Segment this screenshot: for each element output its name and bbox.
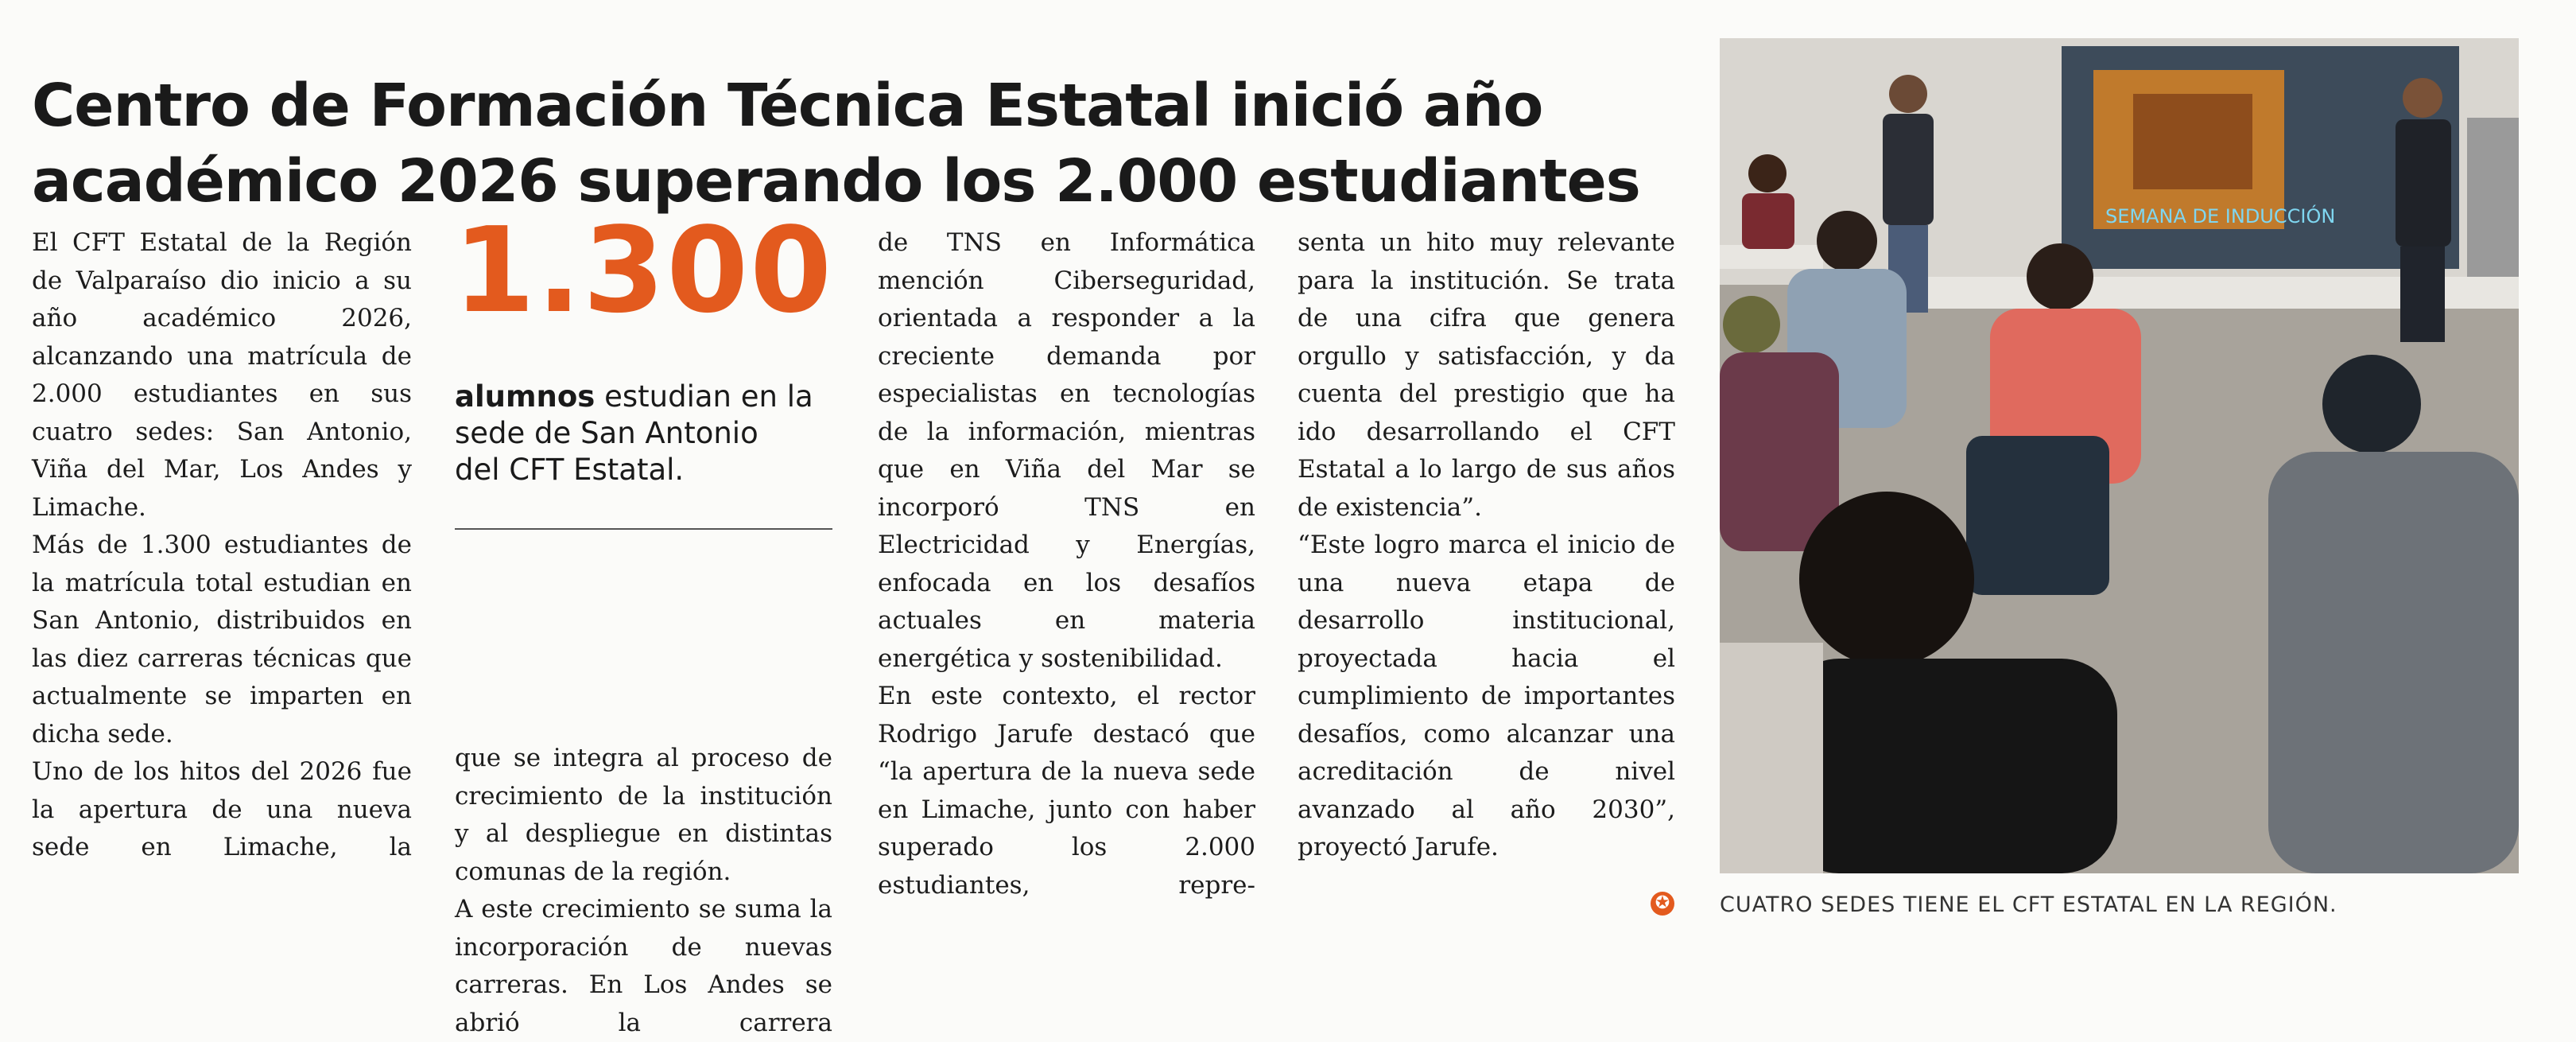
paragraph: “Este logro marca el inicio de una nueva etapa de desarrollo institucional, proyectada hacia el cumplimiento de importantes desafíos, como alcanzar una acreditación de nivel avanzado al año 2030”, proyectó Jarufe. <box>1298 531 1675 861</box>
paragraph: que se integra al proceso de crecimiento de la institución y al despliegue en distintas comunas de la región. <box>455 744 832 886</box>
paragraph: En este contexto, el rector Rodrigo Jarufe destacó que “la apertura de la nueva sede en Limache, junto con haber superado los 2.000 estudiantes, repre- <box>878 682 1255 900</box>
highlight-line-3: del CFT Estatal. <box>455 453 685 487</box>
paragraph: A este crecimiento se suma la incorporación de nuevas carreras. En Los Andes se abrió la carrera <box>455 895 832 1037</box>
highlight-line-2: sede de San Antonio <box>455 416 758 450</box>
headline-line-1: Centro de Formación Técnica Estatal inició año <box>32 71 1543 140</box>
paragraph: de TNS en Informática mención Ciberseguridad, orientada a responder a la creciente demanda por especialistas en tecnologías de la información, mientras que en Viña del Mar se incorporó TNS en Electricidad y Energías, enfocada en los desafíos actuales en materia energética y sostenibilidad. <box>878 228 1255 673</box>
article-photo <box>1720 38 2519 873</box>
text-column-2 <box>455 740 832 1042</box>
highlight-line-1: estudian en la <box>595 379 813 414</box>
headline <box>32 68 1686 220</box>
divider <box>455 528 832 530</box>
highlight-bold-word: alumnos <box>455 379 596 414</box>
highlight-number: 1.300 <box>453 202 834 339</box>
projector-text: SEMANA DE INDUCCIÓN <box>2105 205 2336 227</box>
text-column-4 <box>1298 224 1675 867</box>
paragraph: Más de 1.300 estudiantes de la matrícula total estudian en San Antonio, distribuidos en las diez carreras técnicas que actualmente se imparten en dicha sede. <box>32 531 412 748</box>
paragraph: El CFT Estatal de la Región de Valparaíso dio inicio a su año académico 2026, alcanzando una matrícula de 2.000 estudiantes en sus cuatro sedes: San Antonio, Viña del Mar, Los Andes y Limache. <box>32 228 412 522</box>
highlight-text <box>455 379 836 488</box>
text-column-1 <box>32 224 412 867</box>
headline-line-2: académico 2026 superando los 2.000 estudiantes <box>32 146 1640 216</box>
text-column-3 <box>878 224 1255 904</box>
end-of-article-icon: ✪ <box>1651 892 1674 916</box>
photo-caption: CUATRO SEDES TIENE EL CFT ESTATAL EN LA REGIÓN. <box>1720 892 2337 917</box>
paragraph: Uno de los hitos del 2026 fue la apertura de una nueva sede en Limache, la <box>32 757 412 861</box>
paragraph: senta un hito muy relevante para la institución. Se trata de una cifra que genera orgullo y satisfacción, y da cuenta del prestigio que ha ido desarrollando el CFT Estatal a lo largo de sus años de existencia”. <box>1298 228 1675 522</box>
